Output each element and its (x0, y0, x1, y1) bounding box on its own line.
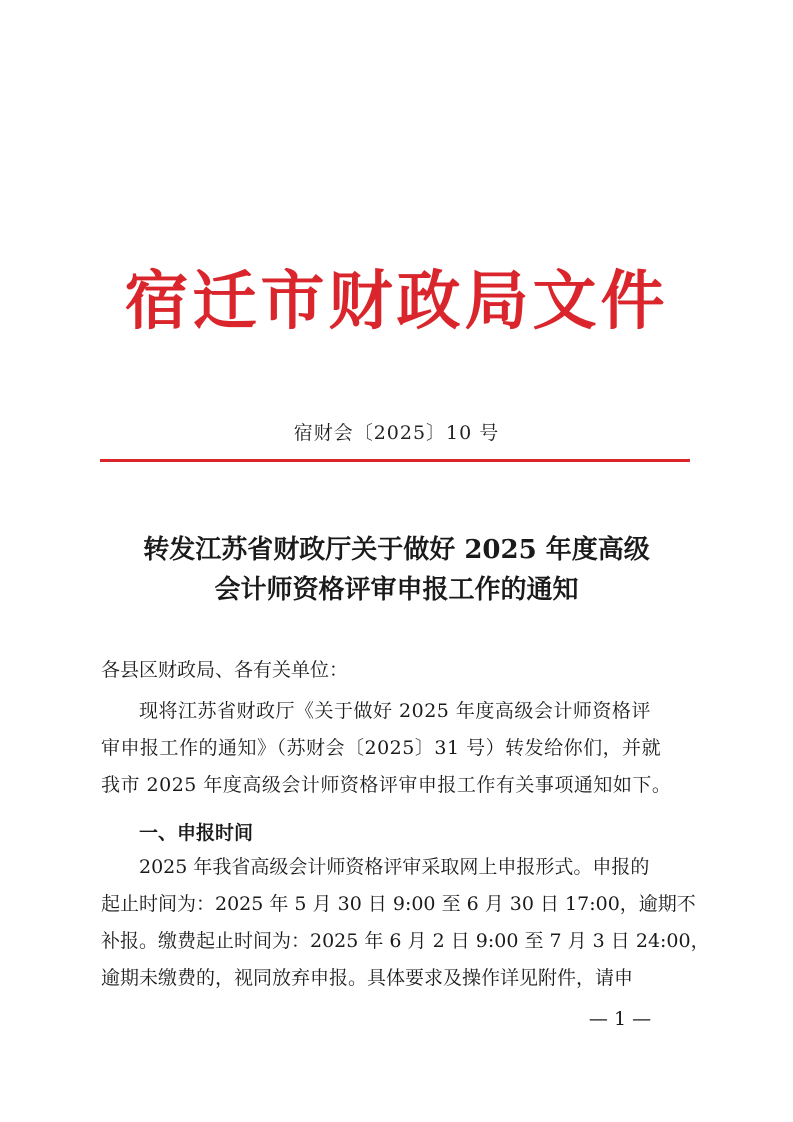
paragraph-1-line-1: 现将江苏省财政厅《关于做好 2025 年度高级会计师资格评 (139, 700, 651, 722)
paragraph-1-line-2: 审申报工作的通知》（苏财会〔2025〕31 号）转发给你们，并就 (101, 737, 662, 759)
document-title (60, 530, 733, 610)
paragraph-1 (101, 693, 701, 804)
paragraph-2-line-2: 起止时间为：2025 年 5 月 30 日 9:00 至 6 月 30 日 17:00，逾期不 (101, 893, 696, 915)
paragraph-2 (101, 849, 710, 997)
paragraph-1-line-3: 我市 2025 年度高级会计师资格评审申报工作有关事项通知如下。 (101, 774, 672, 796)
section-1-heading: 一、申报时间 (139, 822, 254, 844)
page-number: — 1 — (588, 1008, 652, 1030)
paragraph-2-line-3: 补报。缴费起止时间为：2025 年 6 月 2 日 9:00 至 7 月 3 日 24:00， (101, 930, 710, 952)
title-line-1: 转发江苏省财政厅关于做好 2025 年度高级 (143, 535, 650, 565)
masthead-title: 宿迁市财政局文件 (124, 264, 669, 339)
paragraph-2-line-4: 逾期未缴费的，视同放弃申报。具体要求及操作详见附件，请申 (101, 967, 634, 989)
addressee: 各县区财政局、各有关单位： (101, 659, 349, 681)
paragraph-2-line-1: 2025 年我省高级会计师资格评审采取网上申报形式。申报的 (139, 856, 650, 878)
document-number: 宿财会〔2025〕10 号 (293, 422, 500, 444)
title-line-2: 会计师资格评审申报工作的通知 (214, 575, 579, 605)
red-separator-line (100, 459, 690, 462)
